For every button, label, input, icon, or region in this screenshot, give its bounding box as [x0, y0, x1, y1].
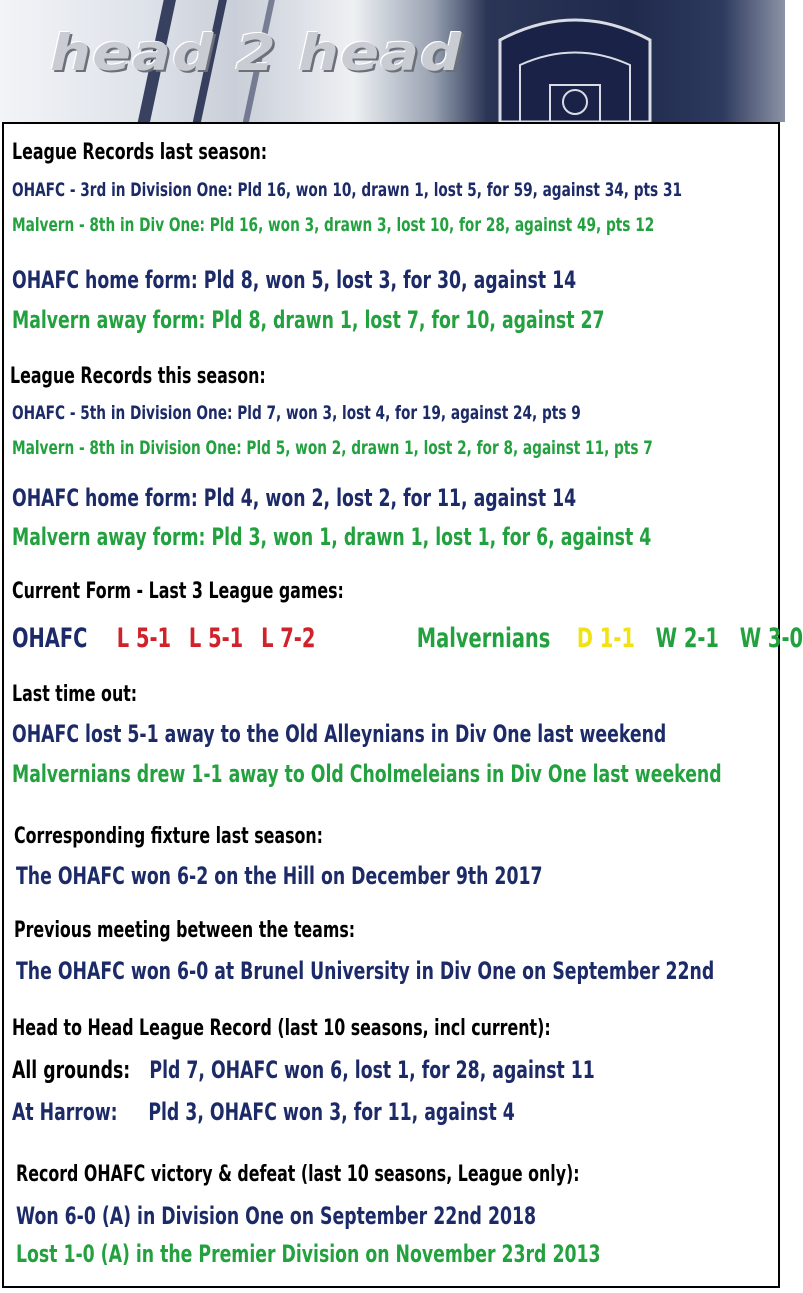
record-heading: Record OHAFC victory & defeat (last 10 seasons, League only): — [16, 1162, 580, 1187]
form-ohafc-label: OHAFC — [12, 623, 88, 654]
previous-meeting-text: The OHAFC won 6-0 at Brunel University in Div One on September 22nd — [16, 957, 715, 985]
record-defeat: Lost 1-0 (A) in the Premier Division on November 23rd 2013 — [16, 1240, 601, 1268]
last-time-out-ohafc: OHAFC lost 5-1 away to the Old Alleynians in Div One last weekend — [12, 720, 667, 748]
last-time-out-malvern: Malvernians drew 1-1 away to Old Cholmeleians in Div One last weekend — [12, 760, 722, 788]
form-result: L 5-1 — [116, 623, 172, 654]
last-season-heading: League Records last season: — [12, 140, 268, 165]
last-season-malvern: Malvern - 8th in Div One: Pld 16, won 3, drawn 3, lost 10, for 28, against 49, pts 12 — [12, 214, 655, 236]
this-season-ohafc: OHAFC - 5th in Division One: Pld 7, won 3, lost 4, for 19, against 24, pts 9 — [12, 402, 581, 424]
this-season-malvern: Malvern - 8th in Division One: Pld 5, won 2, drawn 1, lost 2, for 8, against 11, pts 7 — [12, 437, 653, 459]
stats-panel — [2, 122, 803, 1288]
form-malvern-label: Malvernians — [416, 623, 551, 654]
last-season-malvern-away: Malvern away form: Pld 8, drawn 1, lost 7, for 10, against 27 — [12, 306, 605, 334]
head-to-head-heading: Head to Head League Record (last 10 seasons, incl current): — [12, 1016, 551, 1041]
corresponding-fixture-heading: Corresponding fixture last season: — [14, 824, 323, 849]
last-season-ohafc-home: OHAFC home form: Pld 8, won 5, lost 3, for 30, against 14 — [12, 266, 577, 294]
previous-meeting-heading: Previous meeting between the teams: — [14, 918, 356, 943]
form-result: W 2-1 — [655, 623, 719, 654]
current-form-row — [12, 625, 803, 652]
all-grounds-value: Pld 7, OHAFC won 6, lost 1, for 28, against 11 — [149, 1056, 595, 1084]
harrow-label: At Harrow: — [12, 1098, 118, 1126]
form-result: D 1-1 — [576, 623, 635, 654]
form-result: W 3-0 — [739, 623, 803, 654]
form-result: L 7-2 — [261, 623, 316, 654]
current-form-heading: Current Form - Last 3 League games: — [12, 579, 344, 604]
banner-title: head 2 head — [50, 24, 463, 82]
corresponding-fixture-text: The OHAFC won 6-2 on the Hill on December 9th 2017 — [16, 862, 543, 890]
last-season-ohafc: OHAFC - 3rd in Division One: Pld 16, won 10, drawn 1, lost 5, for 59, against 34, pts 31 — [12, 179, 682, 201]
this-season-malvern-away: Malvern away form: Pld 3, won 1, drawn 1, lost 1, for 6, against 4 — [12, 523, 652, 551]
harrow-value: Pld 3, OHAFC won 3, for 11, against 4 — [148, 1098, 515, 1126]
banner — [0, 0, 785, 122]
this-season-ohafc-home: OHAFC home form: Pld 4, won 2, lost 2, for 11, against 14 — [12, 484, 577, 512]
form-result: L 5-1 — [188, 623, 244, 654]
last-time-out-heading: Last time out: — [12, 682, 138, 707]
record-victory: Won 6-0 (A) in Division One on September 22nd 2018 — [16, 1202, 537, 1230]
head-to-head-harrow — [12, 1100, 515, 1124]
all-grounds-label: All grounds: — [12, 1056, 131, 1084]
club-crest-icon — [490, 10, 660, 122]
this-season-heading: League Records this season: — [10, 364, 266, 389]
head-to-head-all-grounds — [12, 1058, 595, 1082]
